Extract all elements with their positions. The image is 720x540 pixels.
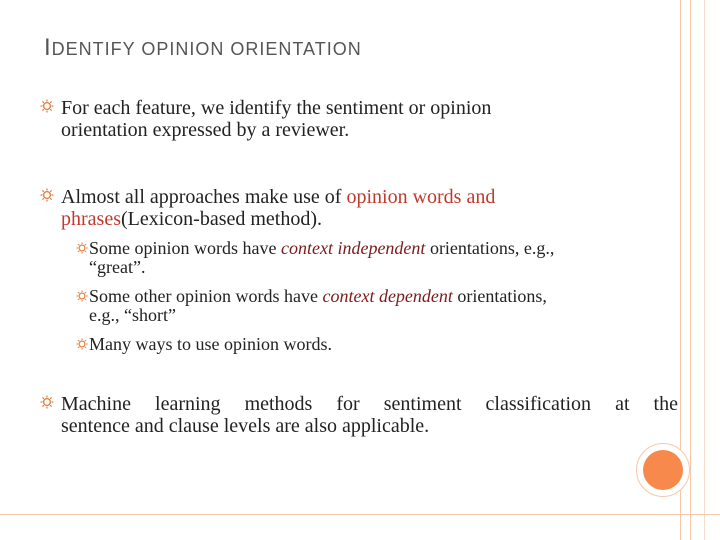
sub-bullet-line: orientations, e.g., <box>425 238 555 258</box>
sub-bullet-line: Many ways to use opinion words. <box>89 334 332 354</box>
sub-bullet-line: e.g., “short” <box>89 305 176 325</box>
title-first-letter: I <box>44 34 52 61</box>
bullet-text <box>61 393 678 437</box>
bullet-line: sentence and clause levels are also applicable. <box>61 415 430 437</box>
small-sun-bullet-icon <box>76 338 88 350</box>
highlight-text: opinion words and <box>346 186 496 208</box>
bullet-line: Machine learning methods for sentiment classification at the <box>61 393 678 415</box>
context-term: context independent <box>280 238 426 258</box>
sub-bullet-text <box>89 239 649 277</box>
sub-bullet-text <box>89 287 649 325</box>
bullet-line: orientation expressed by a reviewer. <box>61 119 350 141</box>
title-rest: DENTIFY OPINION ORIENTATION <box>51 39 362 59</box>
sub-bullet-line: “great”. <box>89 257 146 277</box>
bullet-line: (Lexicon-based method). <box>120 208 323 230</box>
small-sun-bullet-icon <box>76 242 88 254</box>
sub-bullet-text <box>89 335 649 354</box>
sub-bullet-line: orientations, <box>452 286 547 306</box>
sun-bullet-icon <box>40 395 54 409</box>
decorative-border-line <box>0 514 720 515</box>
slide-title <box>44 34 362 62</box>
bullet-line: Almost all approaches make use of <box>61 186 347 208</box>
sub-bullet-line: Some other opinion words have <box>89 286 323 306</box>
bullet-text <box>61 186 661 230</box>
bullet-text <box>61 97 661 141</box>
context-term: context dependent <box>322 286 453 306</box>
sun-bullet-icon <box>40 99 54 113</box>
sun-bullet-icon <box>40 188 54 202</box>
small-sun-bullet-icon <box>76 290 88 302</box>
decorative-border-line <box>690 0 691 540</box>
bullet-line: For each feature, we identify the sentiment or opinion <box>61 97 492 119</box>
sub-bullet-line: Some opinion words have <box>89 238 281 258</box>
decorative-orange-circle <box>643 450 683 490</box>
decorative-border-line <box>704 0 705 540</box>
highlight-text: phrases <box>61 208 121 230</box>
